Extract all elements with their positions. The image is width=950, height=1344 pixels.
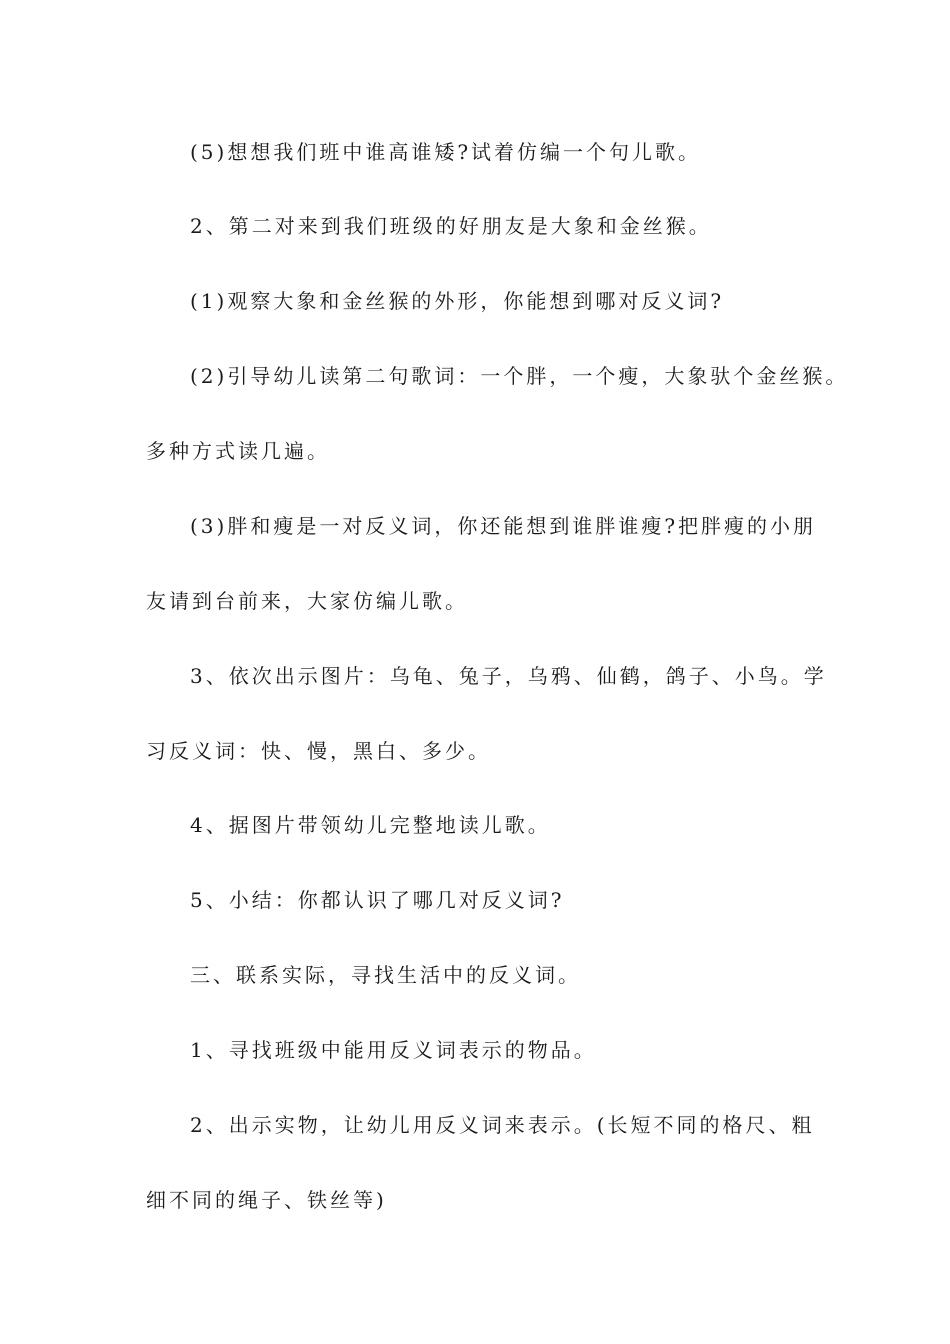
paragraph-line: 4、据图片带领幼儿完整地读儿歌。 (190, 813, 551, 837)
paragraph-line: 3、依次出示图片：乌龟、兔子，乌鸦、仙鹤，鸽子、小鸟。学 (190, 664, 827, 688)
paragraph-line: 三、联系实际，寻找生活中的反义词。 (190, 963, 581, 987)
paragraph-line: 细不同的绳子、铁丝等) (146, 1188, 387, 1212)
paragraph-line: (3)胖和瘦是一对反义词，你还能想到谁胖谁瘦?把胖瘦的小朋 (190, 514, 817, 538)
paragraph-line: 2、出示实物，让幼儿用反义词来表示。(长短不同的格尺、粗 (190, 1113, 815, 1137)
paragraph-line: 习反义词：快、慢，黑白、多少。 (146, 739, 491, 763)
paragraph-line: (2)引导幼儿读第二句歌词：一个胖，一个瘦，大象驮个金丝猴。 (190, 364, 849, 388)
paragraph-line: 1、寻找班级中能用反义词表示的物品。 (190, 1038, 597, 1062)
paragraph-line: 友请到台前来，大家仿编儿歌。 (146, 589, 468, 613)
paragraph-line: (1)观察大象和金丝猴的外形，你能想到哪对反义词? (190, 289, 725, 313)
paragraph-line: 5、小结：你都认识了哪几对反义词? (190, 888, 565, 912)
paragraph-line: 2、第二对来到我们班级的好朋友是大象和金丝猴。 (190, 214, 712, 238)
paragraph-line: (5)想想我们班中谁高谁矮?试着仿编一个句儿歌。 (190, 140, 702, 164)
paragraph-line: 多种方式读几遍。 (146, 439, 330, 463)
